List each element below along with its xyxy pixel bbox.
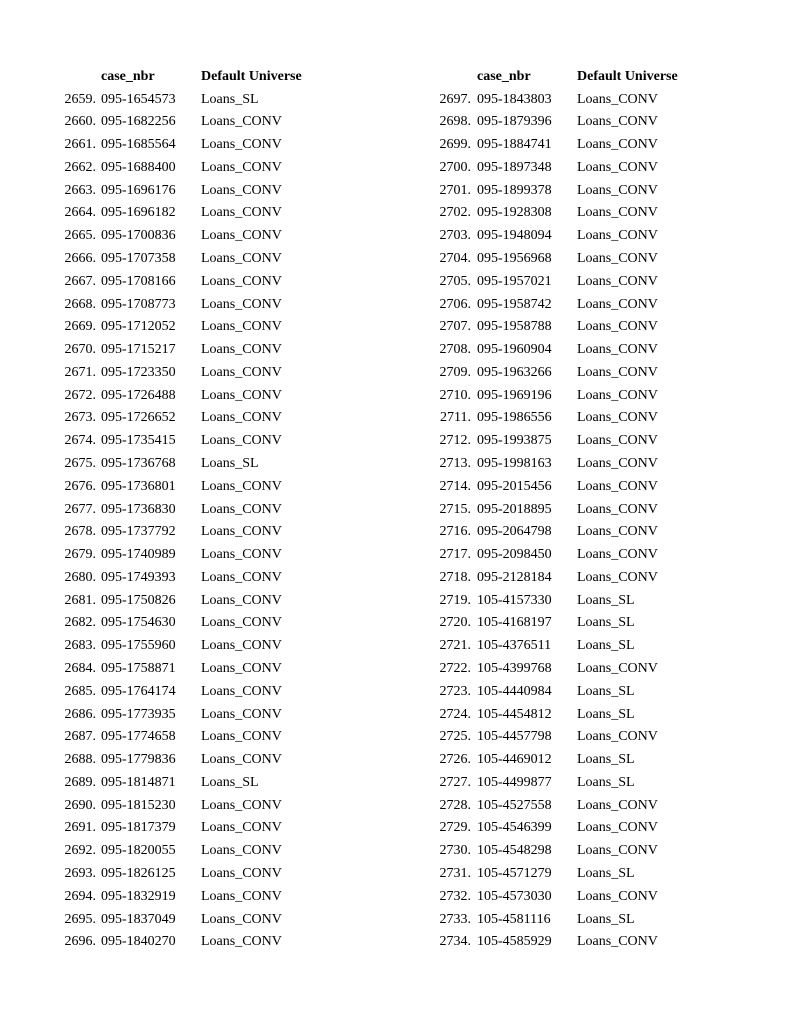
case-nbr-cell: 105-4399768 [477, 661, 552, 676]
universe-cell: Loans_CONV [201, 182, 282, 198]
obs-number: 2663. [64, 182, 96, 198]
universe-cell: Loans_CONV [201, 934, 282, 950]
universe-cell: Loans_CONV [201, 364, 282, 380]
case-nbr-cell: 095-1837049 [101, 911, 176, 927]
case-nbr-cell: 095-1826125 [101, 866, 176, 882]
case-nbr-cell: 095-1843803 [477, 91, 552, 107]
obs-number: 2687. [64, 729, 96, 745]
obs-number: 2705. [439, 273, 471, 289]
case-nbr-cell: 095-1736830 [101, 501, 176, 517]
obs-number: 2667. [64, 273, 96, 289]
table-row [0, 635, 799, 658]
obs-number: 2673. [64, 410, 96, 426]
case-nbr-cell: 095-1708773 [101, 296, 176, 312]
obs-number: 2689. [64, 774, 96, 790]
universe-cell: Loans_CONV [577, 228, 658, 244]
obs-number: 2664. [64, 205, 96, 221]
obs-number: 2694. [64, 888, 96, 904]
table-row [0, 817, 799, 840]
case-nbr-cell: 095-2015456 [477, 478, 552, 494]
universe-cell: Loans_CONV [201, 205, 282, 221]
obs-number: 2733. [439, 911, 471, 927]
table-row [0, 658, 799, 681]
obs-number: 2734. [439, 934, 471, 950]
universe-cell: Loans_CONV [201, 820, 282, 836]
universe-cell: Loans_CONV [577, 205, 658, 221]
obs-number: 2697. [439, 91, 471, 107]
universe-cell: Loans_CONV [201, 752, 282, 768]
obs-number: 2670. [64, 342, 96, 358]
case-nbr-cell: 095-1958788 [477, 319, 552, 335]
case-nbr-cell: 095-2018895 [477, 501, 552, 517]
universe-cell: Loans_CONV [577, 569, 658, 585]
universe-cell: Loans_CONV [201, 159, 282, 175]
obs-number: 2662. [64, 159, 96, 175]
case-nbr-cell: 095-1764174 [101, 683, 176, 699]
case-nbr-cell: 105-4454812 [477, 706, 552, 722]
case-nbr-cell: 095-1685564 [101, 137, 176, 153]
table-row [0, 202, 799, 225]
universe-cell: Loans_CONV [577, 661, 658, 676]
table-row [0, 863, 799, 886]
universe-cell: Loans_CONV [577, 364, 658, 380]
universe-cell: Loans_CONV [201, 843, 282, 859]
universe-cell: Loans_CONV [201, 273, 282, 289]
universe-cell: Loans_CONV [201, 478, 282, 494]
table-row [0, 726, 799, 749]
obs-number: 2661. [64, 137, 96, 153]
table-row [0, 590, 799, 613]
case-nbr-cell: 095-1963266 [477, 364, 552, 380]
table-row [0, 749, 799, 772]
header-default-universe: Default Universe [577, 69, 678, 84]
table-row [0, 499, 799, 522]
table-row [0, 271, 799, 294]
universe-cell: Loans_CONV [201, 319, 282, 335]
obs-number: 2712. [439, 433, 471, 449]
universe-cell: Loans_CONV [577, 137, 658, 153]
table-row [0, 362, 799, 385]
table-row [0, 567, 799, 590]
case-nbr-cell: 095-1879396 [477, 114, 552, 130]
universe-cell: Loans_CONV [201, 114, 282, 130]
universe-cell: Loans_CONV [577, 296, 658, 312]
case-nbr-cell: 095-1700836 [101, 228, 176, 244]
case-nbr-cell: 105-4440984 [477, 683, 552, 699]
universe-cell: Loans_SL [201, 91, 259, 107]
case-nbr-cell: 095-1735415 [101, 433, 176, 449]
universe-cell: Loans_CONV [201, 342, 282, 358]
obs-number: 2659. [64, 91, 96, 107]
universe-cell: Loans_CONV [577, 843, 658, 859]
obs-number: 2668. [64, 296, 96, 312]
universe-cell: Loans_CONV [201, 501, 282, 517]
case-nbr-cell: 095-1712052 [101, 319, 176, 335]
universe-cell: Loans_CONV [201, 137, 282, 153]
universe-cell: Loans_CONV [577, 524, 658, 540]
universe-cell: Loans_CONV [577, 501, 658, 517]
universe-cell: Loans_SL [201, 774, 259, 790]
table-row [0, 909, 799, 932]
universe-cell: Loans_CONV [201, 296, 282, 312]
obs-number: 2665. [64, 228, 96, 244]
case-nbr-cell: 095-1696176 [101, 182, 176, 198]
obs-number: 2711. [440, 410, 471, 426]
table-row [0, 544, 799, 567]
obs-number: 2693. [64, 866, 96, 882]
case-nbr-cell: 105-4376511 [477, 638, 552, 654]
case-nbr-cell: 095-1688400 [101, 159, 176, 175]
table-row [0, 612, 799, 635]
case-nbr-cell: 105-4168197 [477, 615, 552, 631]
obs-number: 2720. [439, 615, 471, 631]
case-nbr-cell: 095-1779836 [101, 752, 176, 768]
obs-number: 2713. [439, 455, 471, 471]
case-nbr-cell: 105-4527558 [477, 797, 552, 813]
table-row [0, 157, 799, 180]
universe-cell: Loans_CONV [201, 592, 282, 608]
obs-number: 2724. [439, 706, 471, 722]
universe-cell: Loans_CONV [201, 638, 282, 654]
case-nbr-cell: 095-1928308 [477, 205, 552, 221]
case-nbr-cell: 095-1726652 [101, 410, 176, 426]
obs-number: 2723. [439, 683, 471, 699]
case-nbr-cell: 095-1899378 [477, 182, 552, 198]
case-nbr-cell: 105-4585929 [477, 934, 552, 950]
obs-number: 2695. [64, 911, 96, 927]
universe-cell: Loans_CONV [201, 911, 282, 927]
case-nbr-cell: 095-1884741 [477, 137, 552, 153]
universe-cell: Loans_CONV [201, 433, 282, 449]
case-nbr-cell: 095-1750826 [101, 592, 176, 608]
obs-number: 2703. [439, 228, 471, 244]
universe-cell: Loans_CONV [201, 228, 282, 244]
obs-number: 2684. [64, 661, 96, 676]
table-row [0, 134, 799, 157]
case-nbr-cell: 095-1998163 [477, 455, 552, 471]
case-nbr-cell: 105-4157330 [477, 592, 552, 608]
case-nbr-cell: 095-1986556 [477, 410, 552, 426]
universe-cell: Loans_CONV [577, 319, 658, 335]
case-nbr-cell: 095-2128184 [477, 569, 552, 585]
obs-number: 2698. [439, 114, 471, 130]
obs-number: 2701. [439, 182, 471, 198]
case-nbr-cell: 095-1707358 [101, 250, 176, 266]
case-nbr-cell: 095-1774658 [101, 729, 176, 745]
obs-number: 2676. [64, 478, 96, 494]
case-nbr-cell: 095-1758871 [101, 661, 176, 676]
case-nbr-cell: 095-1897348 [477, 159, 552, 175]
universe-cell: Loans_CONV [201, 888, 282, 904]
case-nbr-cell: 095-1773935 [101, 706, 176, 722]
obs-number: 2704. [439, 250, 471, 266]
universe-cell: Loans_CONV [577, 820, 658, 836]
universe-cell: Loans_CONV [201, 615, 282, 631]
universe-cell: Loans_SL [577, 638, 635, 654]
universe-cell: Loans_CONV [577, 182, 658, 198]
universe-cell: Loans_SL [577, 592, 635, 608]
case-nbr-cell: 105-4581116 [477, 911, 551, 927]
table-row [0, 430, 799, 453]
case-nbr-cell: 095-1737792 [101, 524, 176, 540]
universe-cell: Loans_CONV [201, 410, 282, 426]
obs-number: 2685. [64, 683, 96, 699]
case-nbr-cell: 095-1817379 [101, 820, 176, 836]
case-nbr-cell: 095-1956968 [477, 250, 552, 266]
universe-cell: Loans_CONV [577, 159, 658, 175]
table-row [0, 316, 799, 339]
case-nbr-cell: 095-1726488 [101, 387, 176, 403]
obs-number: 2708. [439, 342, 471, 358]
obs-number: 2677. [64, 501, 96, 517]
case-nbr-cell: 095-1957021 [477, 273, 552, 289]
obs-number: 2671. [64, 364, 96, 380]
universe-cell: Loans_CONV [577, 114, 658, 130]
table-row [0, 886, 799, 909]
case-nbr-cell: 095-1754630 [101, 615, 176, 631]
universe-cell: Loans_CONV [201, 797, 282, 813]
case-nbr-cell: 095-1749393 [101, 569, 176, 585]
case-nbr-cell: 095-1960904 [477, 342, 552, 358]
obs-number: 2717. [439, 547, 471, 563]
universe-cell: Loans_CONV [577, 91, 658, 107]
universe-cell: Loans_CONV [577, 478, 658, 494]
case-nbr-cell: 105-4548298 [477, 843, 552, 859]
obs-number: 2691. [64, 820, 96, 836]
case-nbr-cell: 095-1740989 [101, 547, 176, 563]
universe-cell: Loans_CONV [577, 729, 658, 745]
table-row [0, 681, 799, 704]
obs-number: 2727. [439, 774, 471, 790]
obs-number: 2674. [64, 433, 96, 449]
table-row [0, 476, 799, 499]
table-row [0, 521, 799, 544]
case-nbr-cell: 105-4499877 [477, 774, 552, 790]
obs-number: 2709. [439, 364, 471, 380]
case-nbr-cell: 095-1736801 [101, 478, 176, 494]
obs-number: 2728. [439, 797, 471, 813]
table-row [0, 339, 799, 362]
universe-cell: Loans_CONV [577, 410, 658, 426]
table-row [0, 772, 799, 795]
obs-number: 2700. [439, 159, 471, 175]
header-case-nbr: case_nbr [101, 69, 155, 84]
case-nbr-cell: 095-1708166 [101, 273, 176, 289]
table-row [0, 704, 799, 727]
obs-number: 2702. [439, 205, 471, 221]
obs-number: 2707. [439, 319, 471, 335]
universe-cell: Loans_CONV [201, 524, 282, 540]
table-row [0, 180, 799, 203]
header-default-universe: Default Universe [201, 69, 302, 84]
universe-cell: Loans_SL [577, 706, 635, 722]
obs-number: 2730. [439, 843, 471, 859]
case-nbr-cell: 095-1814871 [101, 774, 176, 790]
table-row [0, 453, 799, 476]
universe-cell: Loans_CONV [577, 455, 658, 471]
universe-cell: Loans_CONV [577, 934, 658, 950]
obs-number: 2726. [439, 752, 471, 768]
case-nbr-cell: 095-1993875 [477, 433, 552, 449]
obs-number: 2688. [64, 752, 96, 768]
case-nbr-cell: 095-1696182 [101, 205, 176, 221]
case-nbr-cell: 105-4573030 [477, 888, 552, 904]
table-row [0, 795, 799, 818]
case-nbr-cell: 105-4469012 [477, 752, 552, 768]
obs-number: 2679. [64, 547, 96, 563]
case-nbr-cell: 095-1815230 [101, 797, 176, 813]
obs-number: 2718. [439, 569, 471, 585]
universe-cell: Loans_CONV [577, 342, 658, 358]
universe-cell: Loans_CONV [577, 888, 658, 904]
case-nbr-cell: 095-1723350 [101, 364, 176, 380]
universe-cell: Loans_SL [577, 615, 635, 631]
case-nbr-cell: 095-1715217 [101, 342, 176, 358]
universe-cell: Loans_SL [577, 774, 635, 790]
table-row [0, 407, 799, 430]
obs-number: 2690. [64, 797, 96, 813]
table-row [0, 840, 799, 863]
obs-number: 2716. [439, 524, 471, 540]
universe-cell: Loans_CONV [201, 387, 282, 403]
case-nbr-cell: 105-4571279 [477, 866, 552, 882]
table-row [0, 225, 799, 248]
case-nbr-cell: 095-1969196 [477, 387, 552, 403]
universe-cell: Loans_CONV [577, 433, 658, 449]
case-nbr-cell: 095-1682256 [101, 114, 176, 130]
case-nbr-cell: 095-1832919 [101, 888, 176, 904]
universe-cell: Loans_SL [577, 866, 635, 882]
universe-cell: Loans_SL [201, 455, 259, 471]
obs-number: 2681. [64, 592, 96, 608]
header-case-nbr: case_nbr [477, 69, 531, 84]
obs-number: 2683. [64, 638, 96, 654]
obs-number: 2666. [64, 250, 96, 266]
obs-number: 2699. [439, 137, 471, 153]
obs-number: 2721. [439, 638, 471, 654]
obs-number: 2696. [64, 934, 96, 950]
table-row [0, 248, 799, 271]
universe-cell: Loans_CONV [201, 866, 282, 882]
obs-number: 2719. [439, 592, 471, 608]
obs-number: 2692. [64, 843, 96, 859]
universe-cell: Loans_CONV [577, 273, 658, 289]
obs-number: 2706. [439, 296, 471, 312]
universe-cell: Loans_CONV [201, 569, 282, 585]
case-nbr-cell: 095-2064798 [477, 524, 552, 540]
universe-cell: Loans_CONV [577, 250, 658, 266]
obs-number: 2722. [439, 661, 471, 676]
universe-cell: Loans_SL [577, 911, 635, 927]
obs-number: 2732. [439, 888, 471, 904]
case-nbr-cell: 095-1736768 [101, 455, 176, 471]
obs-number: 2686. [64, 706, 96, 722]
universe-cell: Loans_CONV [201, 729, 282, 745]
universe-cell: Loans_CONV [201, 547, 282, 563]
case-nbr-cell: 095-1840270 [101, 934, 176, 950]
obs-number: 2714. [439, 478, 471, 494]
case-nbr-cell: 095-2098450 [477, 547, 552, 563]
obs-number: 2725. [439, 729, 471, 745]
table-row [0, 111, 799, 134]
table-row [0, 931, 799, 954]
obs-number: 2680. [64, 569, 96, 585]
case-nbr-cell: 095-1654573 [101, 91, 176, 107]
obs-number: 2675. [64, 455, 96, 471]
case-nbr-cell: 095-1958742 [477, 296, 552, 312]
obs-number: 2731. [439, 866, 471, 882]
obs-number: 2660. [64, 114, 96, 130]
obs-number: 2710. [439, 387, 471, 403]
universe-cell: Loans_CONV [201, 661, 282, 676]
obs-number: 2672. [64, 387, 96, 403]
case-nbr-cell: 095-1948094 [477, 228, 552, 244]
universe-cell: Loans_CONV [201, 706, 282, 722]
obs-number: 2678. [64, 524, 96, 540]
obs-number: 2669. [64, 319, 96, 335]
obs-number: 2715. [439, 501, 471, 517]
table-row [0, 294, 799, 317]
universe-cell: Loans_CONV [577, 387, 658, 403]
universe-cell: Loans_CONV [577, 547, 658, 563]
obs-number: 2682. [64, 615, 96, 631]
universe-cell: Loans_SL [577, 752, 635, 768]
case-nbr-cell: 105-4546399 [477, 820, 552, 836]
universe-cell: Loans_CONV [577, 797, 658, 813]
case-nbr-cell: 095-1820055 [101, 843, 176, 859]
universe-cell: Loans_SL [577, 683, 635, 699]
case-nbr-cell: 105-4457798 [477, 729, 552, 745]
table-row [0, 89, 799, 112]
table-row [0, 385, 799, 408]
universe-cell: Loans_CONV [201, 250, 282, 266]
obs-number: 2729. [439, 820, 471, 836]
universe-cell: Loans_CONV [201, 683, 282, 699]
case-nbr-cell: 095-1755960 [101, 638, 176, 654]
